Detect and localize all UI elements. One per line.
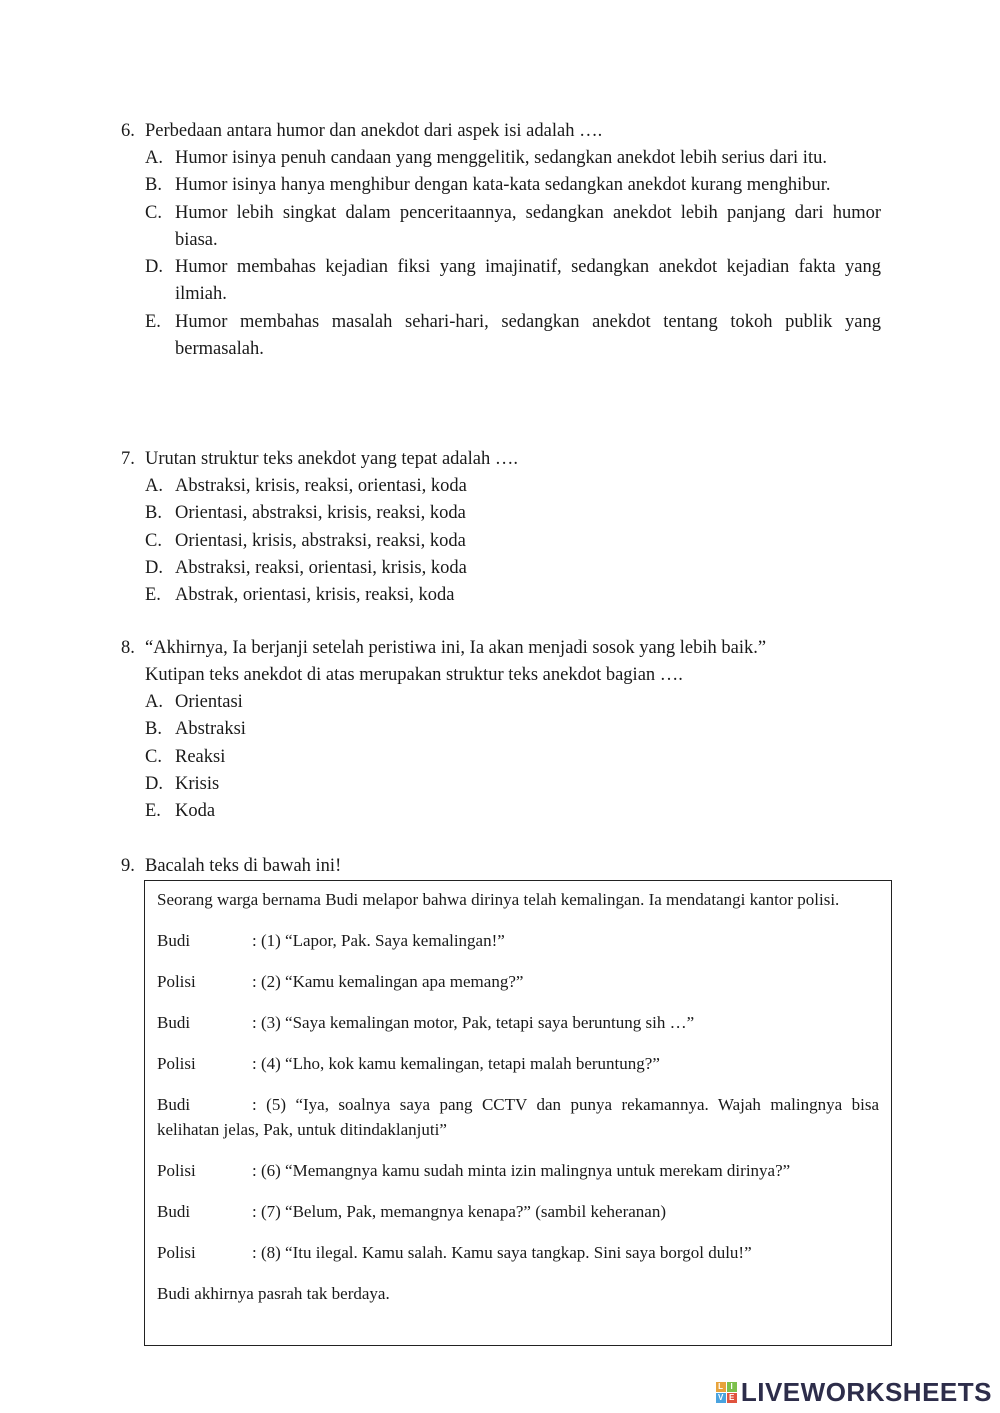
option-text: Abstraksi, reaksi, orientasi, krisis, koda bbox=[175, 557, 467, 578]
speaker: Polisi bbox=[157, 972, 196, 991]
option-c[interactable] bbox=[145, 200, 881, 255]
option-letter: D. bbox=[145, 257, 163, 278]
question-text: Perbedaan antara humor dan anekdot dari aspek isi adalah …. bbox=[145, 121, 603, 141]
option-text: Humor isinya hanya menghibur dengan kata-kata sedangkan anekdot kurang menghibur. bbox=[175, 175, 831, 196]
option-text: Orientasi, abstraksi, krisis, reaksi, koda bbox=[175, 503, 466, 524]
line: : (8) “Itu ilegal. Kamu salah. Kamu saya tangkap. Sini saya borgol dulu!” bbox=[252, 1243, 752, 1262]
option-letter: C. bbox=[145, 746, 162, 767]
option-letter: E. bbox=[145, 801, 161, 822]
speaker: Polisi bbox=[157, 1243, 196, 1262]
option-letter: B. bbox=[145, 503, 162, 524]
speaker: Polisi bbox=[157, 1161, 196, 1180]
question-7 bbox=[121, 446, 881, 609]
speaker: Budi bbox=[157, 931, 191, 950]
question-9 bbox=[121, 853, 881, 880]
question-subtext: Kutipan teks anekdot di atas merupakan struktur teks anekdot bagian …. bbox=[145, 665, 683, 685]
question-8 bbox=[121, 635, 881, 825]
question-number: 6. bbox=[121, 121, 135, 141]
speaker: Polisi bbox=[157, 1054, 196, 1073]
speaker: Budi bbox=[157, 1013, 191, 1032]
line: : (7) “Belum, Pak, memangnya kenapa?” (sambil keheranan) bbox=[252, 1202, 666, 1221]
logo-text: LIVEWORKSHEETS bbox=[740, 1377, 992, 1407]
question-number: 9. bbox=[121, 856, 135, 876]
option-text: Orientasi, krisis, abstraksi, reaksi, koda bbox=[175, 530, 466, 551]
option-letter: A. bbox=[145, 476, 163, 496]
option-a[interactable] bbox=[145, 689, 881, 716]
question-number: 7. bbox=[121, 449, 135, 469]
dialogue-line-2 bbox=[157, 969, 879, 994]
option-letter: A. bbox=[145, 148, 163, 168]
dialogue-line-5 bbox=[157, 1092, 879, 1142]
option-letter: B. bbox=[145, 175, 162, 196]
option-letter: A. bbox=[145, 692, 163, 712]
option-text: Abstraksi bbox=[175, 719, 246, 740]
option-letter: C. bbox=[145, 202, 162, 223]
question-text: “Akhirnya, Ia berjanji setelah peristiwa ini, Ia akan menjadi sosok yang lebih baik.” bbox=[145, 638, 767, 658]
option-e[interactable] bbox=[145, 309, 881, 364]
logo-mark-icon bbox=[716, 1382, 737, 1403]
option-c[interactable] bbox=[145, 528, 881, 555]
logo-mark-letter: I bbox=[727, 1382, 737, 1392]
line: : (6) “Memangnya kamu sudah minta izin malingnya untuk merekam dirinya?” bbox=[252, 1161, 791, 1180]
passage-box bbox=[144, 880, 892, 1346]
option-e[interactable] bbox=[145, 582, 881, 609]
dialogue-line-7 bbox=[157, 1199, 879, 1224]
dialogue-line-8 bbox=[157, 1240, 879, 1265]
option-text: Abstrak, orientasi, krisis, reaksi, koda bbox=[175, 585, 455, 606]
option-d[interactable] bbox=[145, 771, 881, 798]
logo-mark-letter: L bbox=[716, 1382, 726, 1392]
option-b[interactable] bbox=[145, 716, 881, 743]
question-6 bbox=[121, 118, 881, 363]
option-text: Humor lebih singkat dalam penceritaannya, sedangkan anekdot lebih panjang dari humor biasa. bbox=[175, 202, 881, 250]
question-text: Urutan struktur teks anekdot yang tepat adalah …. bbox=[145, 449, 518, 469]
option-e[interactable] bbox=[145, 798, 881, 825]
option-b[interactable] bbox=[145, 172, 881, 199]
dialogue-line-4 bbox=[157, 1051, 879, 1076]
passage-outro: Budi akhirnya pasrah tak berdaya. bbox=[157, 1284, 390, 1303]
passage-intro: Seorang warga bernama Budi melapor bahwa dirinya telah kemalingan. Ia mendatangi kantor polisi. bbox=[157, 890, 840, 909]
speaker: Budi bbox=[157, 1202, 191, 1221]
option-letter: E. bbox=[145, 311, 161, 332]
option-c[interactable] bbox=[145, 744, 881, 771]
option-a[interactable] bbox=[145, 473, 881, 500]
option-text: Orientasi bbox=[175, 692, 243, 712]
speaker: Budi bbox=[157, 1095, 191, 1114]
option-letter: D. bbox=[145, 557, 163, 578]
option-letter: D. bbox=[145, 773, 163, 794]
question-number: 8. bbox=[121, 638, 135, 658]
logo-mark-letter: E bbox=[727, 1393, 737, 1403]
line: : (1) “Lapor, Pak. Saya kemalingan!” bbox=[252, 931, 505, 950]
question-text: Bacalah teks di bawah ini! bbox=[145, 856, 342, 876]
option-a[interactable] bbox=[145, 145, 881, 172]
option-text: Krisis bbox=[175, 773, 220, 794]
option-letter: B. bbox=[145, 719, 162, 740]
line: : (5) “Iya, soalnya saya pang CCTV dan punya rekamannya. Wajah malingnya bisa kelihatan jelas, Pak, untuk ditindaklanjuti” bbox=[157, 1095, 879, 1139]
line: : (3) “Saya kemalingan motor, Pak, tetapi saya beruntung sih …” bbox=[252, 1013, 695, 1032]
option-text: Abstraksi, krisis, reaksi, orientasi, koda bbox=[175, 476, 467, 496]
logo-mark-letter: V bbox=[716, 1393, 726, 1403]
option-text: Humor membahas kejadian fiksi yang imajinatif, sedangkan anekdot kejadian fakta yang ilmiah. bbox=[175, 257, 881, 305]
option-letter: C. bbox=[145, 530, 162, 551]
option-text: Humor membahas masalah sehari-hari, sedangkan anekdot tentang tokoh publik yang bermasalah. bbox=[175, 311, 881, 360]
option-text: Reaksi bbox=[175, 746, 226, 767]
option-letter: E. bbox=[145, 585, 161, 606]
option-text: Koda bbox=[175, 801, 216, 822]
option-d[interactable] bbox=[145, 555, 881, 582]
liveworksheets-logo bbox=[716, 1377, 992, 1408]
dialogue-line-3 bbox=[157, 1010, 879, 1035]
option-d[interactable] bbox=[145, 254, 881, 309]
line: : (2) “Kamu kemalingan apa memang?” bbox=[252, 972, 524, 991]
dialogue-line-1 bbox=[157, 928, 879, 953]
option-text: Humor isinya penuh candaan yang menggelitik, sedangkan anekdot lebih serius dari itu. bbox=[175, 148, 827, 168]
dialogue-line-6 bbox=[157, 1158, 879, 1183]
option-b[interactable] bbox=[145, 500, 881, 527]
line: : (4) “Lho, kok kamu kemalingan, tetapi malah beruntung?” bbox=[252, 1054, 660, 1073]
